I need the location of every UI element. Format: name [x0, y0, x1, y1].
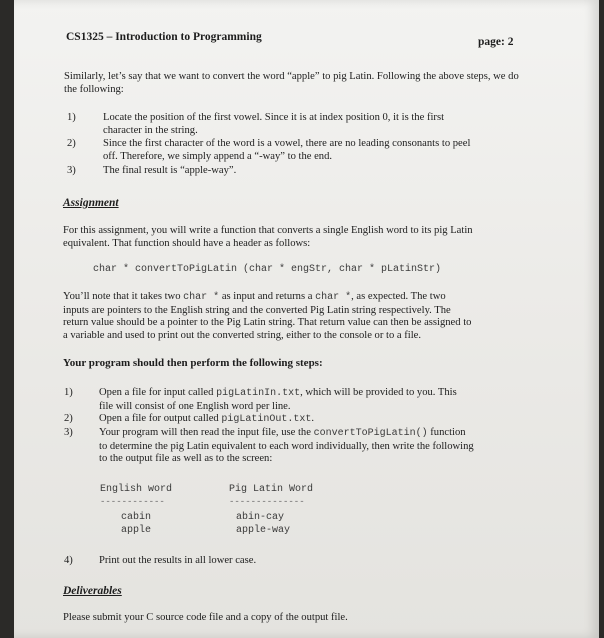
step2-text-a: Open a file for output called [99, 413, 222, 424]
assignment-p1-line2: equivalent. That function should have a header as follows: [63, 237, 311, 249]
step3-code: convertToPigLatin() [313, 428, 428, 439]
program-step-3 [99, 427, 549, 466]
program-steps-heading: Your program should then perform the following steps: [63, 357, 323, 369]
course-title: CS1325 – Introduction to Programming [66, 31, 262, 43]
table-row-2-english: apple [121, 525, 152, 536]
table-header-piglatin: Pig Latin Word [229, 484, 314, 495]
intro-paragraph: Similarly, let’s say that we want to convert the word “apple” to pig Latin. Following the above steps, we do the following: [64, 71, 519, 95]
table-row-2-piglatin: apple-way [236, 525, 291, 536]
assignment-paragraph-1 [63, 225, 543, 250]
step3-text-a: Your program will then read the input file, use the [99, 427, 314, 438]
document-page [14, 0, 599, 638]
step1-text-a: Open a file for input called [99, 387, 217, 398]
assignment-p2-line2: inputs are pointers to the English string and the converted Pig Latin string respectively. The [63, 304, 451, 316]
example-step-2-line1: Since the first character of the word is a vowel, there are no leading consonants to peel [103, 138, 471, 149]
assignment-p2-line4: a variable and used to print out the converted string, either to the console or to a file. [63, 329, 422, 341]
table-divider-piglatin: -------------- [229, 497, 305, 507]
program-step-1 [99, 387, 549, 413]
step1-line2: file will consist of one English word per line. [99, 400, 291, 412]
page-number: page: 2 [478, 36, 514, 48]
program-step-2-num: 2) [64, 413, 73, 424]
example-step-3: The final result is “apple-way”. [103, 165, 237, 176]
program-step-1-num: 1) [64, 387, 73, 398]
example-step-2 [103, 138, 543, 163]
step2-text-b: . [311, 413, 315, 424]
assignment-heading: Assignment [63, 197, 119, 209]
assignment-p2-line3: return value should be a pointer to the Pig Latin string. That return value can then be assigned to [63, 317, 472, 328]
assignment-paragraph-2 [63, 291, 553, 342]
example-step-1 [103, 112, 543, 137]
p2-text-b: as input and returns a [219, 291, 316, 302]
table-row-1-english: cabin [121, 512, 152, 523]
program-step-4: Print out the results in all lower case. [99, 555, 257, 566]
step3-line3: to the output file as well as to the screen: [99, 453, 273, 464]
step1-code: pigLatinIn.txt [216, 388, 301, 399]
example-step-2-line2: off. Therefore, we simply append a “-way” to the end. [103, 150, 333, 162]
example-step-1-num: 1) [67, 112, 76, 123]
example-step-1-line2: character in the string. [103, 124, 198, 136]
program-step-4-num: 4) [64, 555, 73, 566]
assignment-p1-line1: For this assignment, you will write a function that converts a single English word to its pig Latin [63, 225, 473, 236]
function-signature: char * convertToPigLatin (char * engStr, char * pLatinStr) [93, 264, 442, 275]
example-step-1-line1: Locate the position of the first vowel. Since it is at index position 0, it is the first [103, 112, 445, 123]
example-step-3-num: 3) [67, 165, 76, 176]
program-step-3-num: 3) [64, 427, 73, 438]
p2-text-c: , as expected. The two [351, 291, 446, 302]
program-step-2 [99, 413, 549, 427]
step1-text-b: , which will be provided to you. This [300, 387, 457, 398]
assignment-p2-line1 [63, 291, 553, 305]
example-step-2-num: 2) [67, 138, 76, 149]
table-divider-english: ------------ [100, 497, 165, 507]
p2-code-2: char * [315, 292, 352, 303]
table-header-english: English word [100, 484, 173, 495]
p2-text-a: You’ll note that it takes two [63, 291, 184, 302]
step2-code: pigLatinOut.txt [221, 414, 312, 425]
deliverables-text: Please submit your C source code file and a copy of the output file. [63, 612, 348, 623]
table-row-1-piglatin: abin-cay [236, 512, 285, 523]
step3-line2: to determine the pig Latin equivalent to each word individually, then write the following [99, 440, 474, 452]
p2-code-1: char * [183, 292, 220, 303]
deliverables-heading: Deliverables [63, 585, 122, 597]
step3-text-b: function [427, 427, 466, 438]
